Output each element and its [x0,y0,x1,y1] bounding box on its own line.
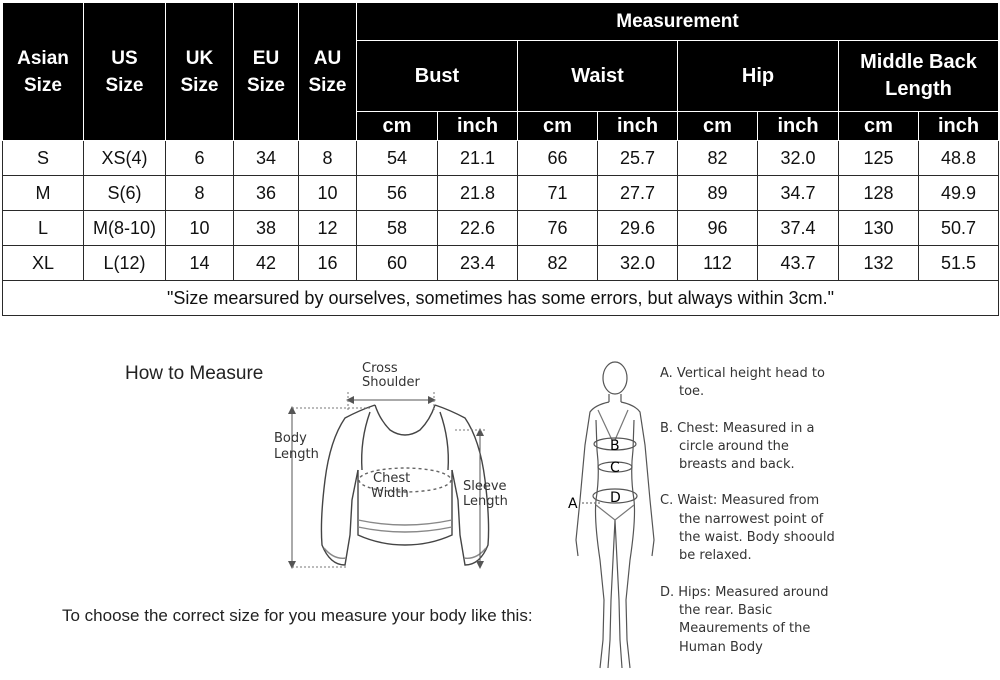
unit-inch: inch [598,112,678,141]
unit-inch: inch [919,112,999,141]
header-measurement: Measurement [357,3,999,41]
header-bust: Bust [357,41,518,112]
cell-us-size: M(8-10) [84,211,166,246]
cell-hip-cm: 89 [678,176,758,211]
cell-waist-inch: 27.7 [598,176,678,211]
header-uk-size: UK Size [166,3,234,141]
cell-waist-inch: 25.7 [598,141,678,176]
cell-back-length-cm: 130 [839,211,919,246]
cell-bust-cm: 60 [357,246,438,281]
cell-eu-size: 42 [234,246,299,281]
unit-inch: inch [438,112,518,141]
body-letter-c: C [610,460,620,476]
cell-hip-inch: 34.7 [758,176,839,211]
cell-us-size: S(6) [84,176,166,211]
label-body: Body [274,431,307,446]
cell-asian-size: M [3,176,84,211]
cell-asian-size: S [3,141,84,176]
cell-bust-cm: 56 [357,176,438,211]
cell-waist-cm: 66 [518,141,598,176]
cell-waist-cm: 82 [518,246,598,281]
header-waist: Waist [518,41,678,112]
unit-cm: cm [357,112,438,141]
cell-hip-cm: 96 [678,211,758,246]
cell-uk-size: 10 [166,211,234,246]
unit-cm: cm [518,112,598,141]
cell-asian-size: L [3,211,84,246]
cell-bust-cm: 58 [357,211,438,246]
cell-waist-inch: 32.0 [598,246,678,281]
cell-eu-size: 38 [234,211,299,246]
cell-back-length-inch: 49.9 [919,176,999,211]
unit-inch: inch [758,112,839,141]
cell-back-length-inch: 48.8 [919,141,999,176]
cell-hip-inch: 32.0 [758,141,839,176]
cell-bust-inch: 23.4 [438,246,518,281]
cell-back-length-cm: 128 [839,176,919,211]
header-asian-size: Asian Size [3,3,84,141]
cell-us-size: XS(4) [84,141,166,176]
cell-back-length-cm: 132 [839,246,919,281]
label-length: Length [274,447,319,462]
cell-uk-size: 14 [166,246,234,281]
cell-bust-cm: 54 [357,141,438,176]
header-middle-back-length: Middle Back Length [839,41,999,112]
cell-waist-cm: 76 [518,211,598,246]
legend-item-d: D. Hips: Measured around the rear. Basic Meaurements of the Human Body [660,584,829,655]
legend-item-c: C. Waist: Measured from the narrowest point of the waist. Body shoould be relaxed. [660,493,835,564]
cell-au-size: 10 [299,176,357,211]
cell-back-length-inch: 50.7 [919,211,999,246]
cell-bust-inch: 21.1 [438,141,518,176]
label-width: Width [371,486,409,501]
body-letter-a: A [568,496,578,512]
legend-item-a: A. Vertical height head to toe. [660,366,825,400]
cell-back-length-inch: 51.5 [919,246,999,281]
unit-cm: cm [839,112,919,141]
label-sleeve: Sleeve [463,479,507,494]
cell-bust-inch: 21.8 [438,176,518,211]
header-us-size: US Size [84,3,166,141]
legend-item-b: B. Chest: Measured in a circle around the breasts and back. [660,420,815,473]
cell-hip-inch: 43.7 [758,246,839,281]
cell-uk-size: 8 [166,176,234,211]
cell-hip-cm: 112 [678,246,758,281]
body-letter-d: D [610,490,621,506]
cell-us-size: L(12) [84,246,166,281]
how-to-measure-title: How to Measure [125,363,264,384]
body-letter-b: B [610,438,620,454]
human-body-figure [576,362,654,668]
header-hip: Hip [678,41,839,112]
label-cross: Cross [362,361,398,376]
cell-eu-size: 36 [234,176,299,211]
label-sleeve-length: Length [463,494,508,509]
label-chest: Chest [373,471,411,486]
cell-au-size: 16 [299,246,357,281]
table-note: "Size mearsured by ourselves, sometimes has some errors, but always within 3cm." [3,281,999,316]
header-au-size: AU Size [299,3,357,141]
header-eu-size: EU Size [234,3,299,141]
label-shoulder: Shoulder [362,375,420,390]
cell-hip-inch: 37.4 [758,211,839,246]
measurement-legend [660,365,840,675]
cell-uk-size: 6 [166,141,234,176]
cell-au-size: 12 [299,211,357,246]
cell-waist-inch: 29.6 [598,211,678,246]
choose-size-instruction: To choose the correct size for you measure your body like this: [62,606,533,625]
cell-bust-inch: 22.6 [438,211,518,246]
cell-eu-size: 34 [234,141,299,176]
cell-hip-cm: 82 [678,141,758,176]
cell-asian-size: XL [3,246,84,281]
cell-waist-cm: 71 [518,176,598,211]
cell-back-length-cm: 125 [839,141,919,176]
cell-au-size: 8 [299,141,357,176]
unit-cm: cm [678,112,758,141]
